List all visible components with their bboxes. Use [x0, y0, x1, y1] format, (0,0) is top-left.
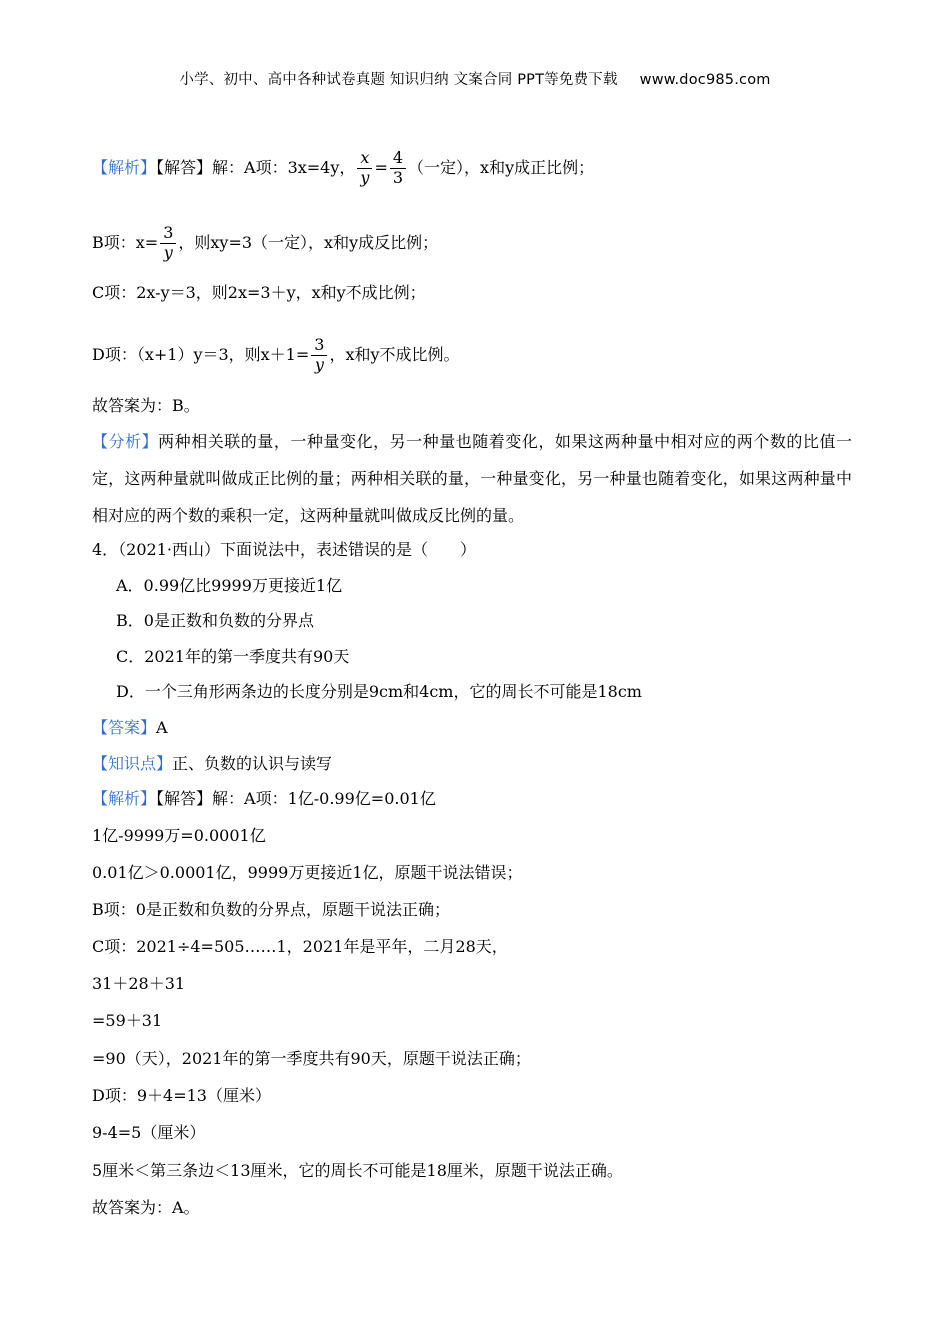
knowledge-tag: 【知识点】 [92, 754, 173, 773]
q3-a-suffix: （一定），x和y成正比例； [408, 157, 595, 177]
q4-solution-line: 9-4=5（厘米） [92, 1123, 206, 1142]
frac-num: 3 [311, 337, 327, 356]
fraction-4-over-3 [390, 150, 406, 187]
q4-solution-line: =90（天），2021年的第一季度共有90天，原题干说法正确； [92, 1049, 531, 1068]
header-site: www.doc985.com [639, 72, 771, 88]
page-header [0, 68, 950, 89]
q4-solution-first [92, 788, 436, 810]
frac-num: 3 [160, 225, 176, 244]
q3-a-prefix: 【解答】解：A项：3x=4y， [156, 157, 356, 177]
frac-num: 4 [390, 150, 406, 169]
q3-d-prefix: D项：（x+1）y＝3，则x＋1= [92, 344, 310, 364]
q3-b-suffix: ，则xy=3（一定），x和y成反比例； [178, 232, 439, 252]
q4-knowledge-value: 正、负数的认识与读写 [172, 754, 333, 773]
frac-den: 3 [392, 167, 404, 187]
q4-answer [92, 717, 168, 739]
q4-solution-line: C项：2021÷4=505……1，2021年是平年，二月28天， [92, 937, 508, 956]
q4-solution-line: 5厘米＜第三条边＜13厘米，它的周长不可能是18厘米，原题干说法正确。 [92, 1161, 623, 1180]
q4-option-b: B．0是正数和负数的分界点 [116, 611, 314, 630]
q3-analysis [92, 423, 852, 534]
fraction-3-over-y [311, 337, 327, 374]
fenxi-tag: 【分析】 [92, 432, 159, 451]
q4-solution-line: B项：0是正数和负数的分界点，原题干说法正确； [92, 900, 450, 919]
q3-analysis-text: 两种相关联的量，一种量变化，另一种量也随着变化，如果这两种量中相对应的两个数的比值一定，这两种量就叫做成正比例的量；两种相关联的量，一种量变化，另一种量也随着变化，如果这两种量中相对应的两个数的乘积一定，这两种量就叫做成反比例的量。 [92, 432, 852, 525]
q4-solution-line: 31＋28＋31 [92, 974, 186, 993]
q4-knowledge [92, 753, 332, 775]
q4-solution-line: 1亿-9999万=0.0001亿 [92, 826, 266, 845]
q4-option-d: D．一个三角形两条边的长度分别是9cm和4cm，它的周长不可能是18cm [116, 682, 642, 701]
q4-solution-line: D项：9＋4=13（厘米） [92, 1086, 271, 1105]
q3-conclusion: 故答案为：B。 [92, 396, 200, 415]
frac-den: y [360, 167, 370, 187]
fraction-3-over-y [160, 225, 176, 262]
q4-option-a: A．0.99亿比9999万更接近1亿 [116, 576, 343, 595]
q4-conclusion: 故答案为：A。 [92, 1198, 200, 1217]
jiexi-tag: 【解析】 [92, 789, 157, 808]
q3-option-c-solution: C项：2x-y＝3，则2x=3＋y，x和y不成比例； [92, 283, 426, 302]
q4-answer-value: A [156, 718, 168, 737]
q3-option-a-solution [92, 150, 594, 187]
frac-den: y [163, 242, 173, 262]
frac-den: y [314, 354, 324, 374]
q3-d-suffix: ，x和y不成比例。 [329, 344, 460, 364]
jiexi-tag: 【解析】 [92, 157, 157, 177]
header-text: 小学、初中、高中各种试卷真题 知识归纳 文案合同 PPT等免费下载 [179, 72, 618, 88]
frac-num: x [357, 150, 372, 169]
q3-a-eq: = [374, 157, 388, 177]
answer-tag: 【答案】 [92, 718, 157, 737]
q4-option-c: C．2021年的第一季度共有90天 [116, 647, 350, 666]
q3-option-b-solution [92, 225, 438, 262]
q3-option-d-solution [92, 337, 460, 374]
q4-solution-line: =59＋31 [92, 1011, 163, 1030]
q4-solution-line: 0.01亿＞0.0001亿，9999万更接近1亿，原题干说法错误； [92, 863, 523, 882]
q4-stem: 4．（2021·西山）下面说法中，表述错误的是（ ） [92, 540, 476, 559]
q4-solution-first-text: 【解答】解：A项：1亿-0.99亿=0.01亿 [156, 789, 436, 808]
fraction-x-over-y [357, 150, 372, 187]
q3-b-prefix: B项：x= [92, 232, 159, 252]
